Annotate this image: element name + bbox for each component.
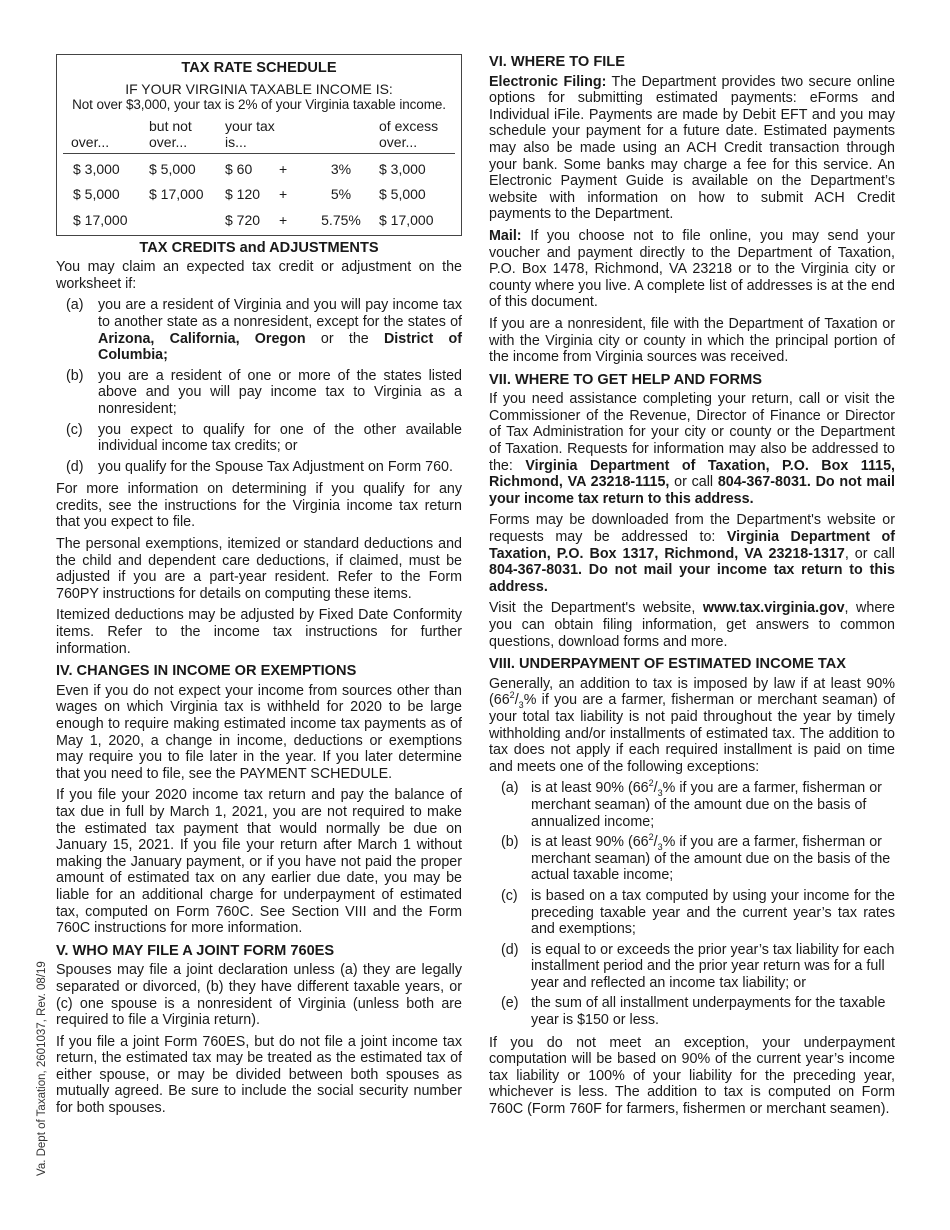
fraction-numerator: 2 xyxy=(509,690,515,701)
rate-table xyxy=(63,118,455,231)
electronic-filing-paragraph xyxy=(489,74,895,223)
help-text: or call xyxy=(669,474,718,491)
list-item-label: (e) xyxy=(501,995,519,1012)
list-item xyxy=(56,297,462,363)
credits-list xyxy=(56,297,462,475)
address-bold: Virginia Department of Taxation, P.O. Box 1115, Richmond, VA 23218-1115, xyxy=(489,457,895,491)
col-rate xyxy=(303,118,379,154)
fraction-denominator: 3 xyxy=(518,700,524,711)
help-paragraph xyxy=(489,391,895,507)
help-text: If you need assistance completing your return, call or visit the Commissioner of the Revenue, Director of Finance or Director of Tax Administration for your city or county or the Department of Taxation. Requests for information may also be addressed to the: xyxy=(489,391,895,474)
intro-text: Generally, an addition to tax is imposed by law if at least 90% (66 xyxy=(489,675,895,709)
electronic-filing-text: The Department provides two secure online options for submitting estimated payments: eForms and Individual iFile. Payments are made by Debit EFT and you may schedule your payment for a future date. Estimated payments may also be made using an ACH Credit transaction through your bank. Some banks may charge a fee for this service. An Electronic Payment Guide is available on the Department’s website with information on how to submit ACH Credit payments to the Department. xyxy=(489,73,895,223)
list-item-text: % if you are a farmer, fisherman or merchant seaman) of the amount due on the basis of annualized income; xyxy=(531,780,882,830)
mail-text: If you choose not to file online, you may send your voucher and payment directly to the Department of Taxation, P.O. Box 1478, Richmond, VA 23218 or to the Virginia city or county where you live. A complete list of addresses is at the end of this document. xyxy=(489,227,895,311)
table-cell: $ 5,000 xyxy=(379,186,426,203)
website-text: , where you can obtain filing information, get answers to common questions, download forms and more. xyxy=(489,600,895,650)
list-item-text: is at least 90% (66 xyxy=(531,780,649,797)
list-item-label: (b) xyxy=(501,834,519,851)
underpayment-intro: Generally, an addition to tax is imposed by law if at least 90% ($66^2/_3\%$ if you are a farmer, fisherman or merchant seaman) of your total tax liability is not paid throughout the year by timely withholding and/or installments of estimated tax. The addition to tax does not apply if each required installment is paid on time and meets one of the following exceptions: xyxy=(489,675,895,775)
table-cell: + xyxy=(279,211,288,228)
section-v-title: V. WHO MAY FILE A JOINT FORM 760ES xyxy=(56,942,335,959)
col-of-excess: of excess over... xyxy=(379,118,455,154)
table-cell: $ 3,000 xyxy=(379,160,426,177)
list-item-label: (d) xyxy=(501,941,519,958)
list-item-text: is at least 90% (66 xyxy=(531,834,649,851)
list-item-text: is equal to or exceeds the prior year’s tax liability for each installment period and the prior year return was for a full year and reflected an income tax liability; or xyxy=(531,941,895,991)
form-revision-note: Va. Dept of Taxation, 2601037, Rev. 08/19 xyxy=(36,961,48,1176)
list-item-label: (b) xyxy=(66,367,84,384)
table-cell: $ 720 xyxy=(225,211,261,228)
section-iv-paragraph: If you file your 2020 income tax return and pay the balance of tax due in full by March 1, 2021, you are not required to make the estimated tax payment that would normally be due on January 15, 2021. If you file your return after March 1 without making the January payment, or if you have not paid the proper amount of estimated tax on any earlier due date, you may be liable for an additional charge for underpayment of estimated tax, computed on Form 760C. See Section VIII and the Form 760C instructions for more information. xyxy=(56,787,462,937)
mail-label: Mail: xyxy=(489,227,522,244)
list-item xyxy=(489,995,895,1028)
list-item: (b) is at least 90% ($66^2/_3\%$ if you are a farmer, fisherman or merchant seaman) of the amount due on the basis of the actual taxable income; xyxy=(501,832,891,884)
section-vi-title: VI. WHERE TO FILE xyxy=(489,54,625,70)
forms-text: Forms may be downloaded from the Department's website or requests may be addressed to: xyxy=(489,512,895,546)
list-item-label: (a) xyxy=(501,780,519,797)
right-column xyxy=(489,54,895,1123)
list-item-text: % if you are a farmer, fisherman or merchant seaman) of the amount due on the basis of the actual taxable income; xyxy=(531,834,891,884)
fraction-denominator: 3 xyxy=(657,788,663,799)
table-cell: 5% xyxy=(330,186,352,203)
list-item xyxy=(56,368,462,418)
table-row xyxy=(63,205,455,231)
table-cell: $ 17,000 xyxy=(73,211,128,228)
intro-text: % if you are a farmer, fisherman or merchant seaman) of your total tax liability is not paid throughout the year by timely withholding and/or installments of estimated tax. The addition to tax does not apply if each required installment is paid on time and meets one of the following exceptions: xyxy=(489,692,895,775)
table-cell: 3% xyxy=(330,160,352,177)
list-item-text: you expect to qualify for one of the other available individual income tax credits; or xyxy=(98,421,462,455)
table-cell: $ 17,000 xyxy=(149,186,204,203)
list-item-text: or the xyxy=(305,330,384,347)
list-item-text: the sum of all installment underpayments for the taxable year is $150 or less. xyxy=(531,995,886,1029)
website-paragraph xyxy=(489,600,895,650)
table-cell: $ 5,000 xyxy=(73,186,120,203)
table-row xyxy=(63,179,455,205)
table-cell: $ 3,000 xyxy=(73,160,120,177)
rate-schedule-subtitle: IF YOUR VIRGINIA TAXABLE INCOME IS: xyxy=(125,80,393,97)
rate-schedule-title: TAX RATE SCHEDULE xyxy=(181,60,337,76)
credits-title: TAX CREDITS and ADJUSTMENTS xyxy=(139,239,379,256)
section-iv-paragraph: Even if you do not expect your income from sources other than wages on which Virginia tax is withheld for 2020 to be large enough to require making estimated income tax payments as of May 1, 2020, a change in income, deductions or exemptions may require you to file later in the year. If you later determine that you need to file, see the PAYMENT SCHEDULE. xyxy=(56,682,462,782)
table-cell: $ 60 xyxy=(225,160,253,177)
table-cell: $ 5,000 xyxy=(149,160,196,177)
list-item-bold: District of Columbia; xyxy=(98,330,462,364)
phone-bold: 804-367-8031. Do not mail your income tax return to this address. xyxy=(489,474,895,507)
credits-paragraph: The personal exemptions, itemized or standard deductions and the child and dependent care deductions, if claimed, must be adjusted if you are a part-year resident. Refer to the Form 760PY instructions for details on computing these items. xyxy=(56,536,462,602)
underpayment-closing: If you do not meet an exception, your underpayment computation will be based on 90% of the current year’s income tax liability or 100% of your liability for the preceding year, whichever is less. The addition to tax is computed on Form 760C (Form 760F for farmers, fishermen or merchant seamen). xyxy=(489,1034,895,1118)
credits-paragraph: Itemized deductions may be adjusted by Fixed Date Conformity items. Refer to the income tax instructions for further information. xyxy=(56,607,462,657)
section-vii-title: VII. WHERE TO GET HELP AND FORMS xyxy=(489,371,762,388)
table-row xyxy=(63,153,455,179)
list-item xyxy=(56,422,462,455)
list-item: (a) is at least 90% ($66^2/_3\%$ if you are a farmer, fisherman or merchant seaman) of the amount due on the basis of annualized income; xyxy=(501,778,882,830)
list-item xyxy=(489,888,895,938)
col-but-not-over: but not over... xyxy=(149,118,225,154)
list-item-label: (c) xyxy=(66,421,83,438)
website-link[interactable]: www.tax.virginia.gov xyxy=(702,600,845,617)
fraction-numerator: 2 xyxy=(648,832,654,843)
list-item-bold: Arizona, California, Oregon xyxy=(98,330,306,347)
section-iv-title: IV. CHANGES IN INCOME OR EXEMPTIONS xyxy=(56,663,357,680)
list-item-label: (a) xyxy=(66,297,84,314)
rate-schedule-note: Not over $3,000, your tax is 2% of your Virginia taxable income. xyxy=(72,97,446,113)
left-column xyxy=(56,54,462,1122)
table-cell: $ 17,000 xyxy=(379,211,434,228)
website-text: Visit the Department's website, xyxy=(489,600,703,617)
col-over: over... xyxy=(63,118,149,154)
rate-table-header xyxy=(63,118,455,154)
list-item-text: is based on a tax computed by using your income for the preceding taxable year and the current year’s tax rates and exemptions; xyxy=(531,887,895,938)
exceptions-list xyxy=(489,780,895,1028)
list-item-text: you qualify for the Spouse Tax Adjustment on Form 760. xyxy=(98,458,453,475)
address-bold: Virginia Department of Taxation, P.O. Box 1317, Richmond, VA 23218-1317 xyxy=(489,529,895,562)
list-item xyxy=(489,942,895,992)
fraction-numerator: 2 xyxy=(648,778,654,789)
forms-text: , or call xyxy=(844,545,895,562)
list-item xyxy=(56,459,462,476)
col-your-tax: your tax is... xyxy=(225,118,279,154)
credits-intro: You may claim an expected tax credit or adjustment on the worksheet if: xyxy=(56,259,462,292)
fraction-denominator: 3 xyxy=(657,841,663,852)
list-item-label: (d) xyxy=(66,458,84,475)
tax-rate-schedule xyxy=(56,54,462,236)
nonresident-paragraph: If you are a nonresident, file with the Department of Taxation or with the Virginia city or county in which the principal portion of the income from Virginia sources was received. xyxy=(489,315,895,366)
table-cell xyxy=(149,205,225,231)
mail-paragraph xyxy=(489,228,895,311)
list-item-label: (c) xyxy=(501,887,518,904)
phone-bold: 804-367-8031. Do not mail your income tax return to this address. xyxy=(489,562,895,595)
table-cell: + xyxy=(279,186,288,203)
credits-paragraph: For more information on determining if you qualify for any credits, see the instructions for the Virginia income tax return that you expect to file. xyxy=(56,481,462,531)
forms-paragraph xyxy=(489,512,895,595)
electronic-filing-label: Electronic Filing: xyxy=(489,73,607,90)
section-v-paragraph: Spouses may file a joint declaration unless (a) they are legally separated or divorced, (b) they have different taxable years, or (c) one spouse is a nonresident of Virginia (unless both are required to file a Virginia return). xyxy=(56,962,462,1029)
table-cell: + xyxy=(279,160,288,177)
col-plus xyxy=(279,118,303,154)
table-cell: $ 120 xyxy=(225,186,261,203)
list-item-text: you are a resident of Virginia and you will pay income tax to another state as a nonresident, except for the states of xyxy=(98,297,462,330)
list-item-text: you are a resident of one or more of the states listed above and you will pay income tax to Virginia as a nonresident; xyxy=(98,367,462,417)
section-viii-title: VIII. UNDERPAYMENT OF ESTIMATED INCOME TAX xyxy=(489,656,847,673)
section-v-paragraph: If you file a joint Form 760ES, but do not file a joint income tax return, the estimated tax may be treated as the estimated tax of either spouse, or may be divided between both spouses as mutually agreed. Be sure to include the social security number for both spouses. xyxy=(56,1033,462,1117)
table-cell: 5.75% xyxy=(321,211,361,228)
